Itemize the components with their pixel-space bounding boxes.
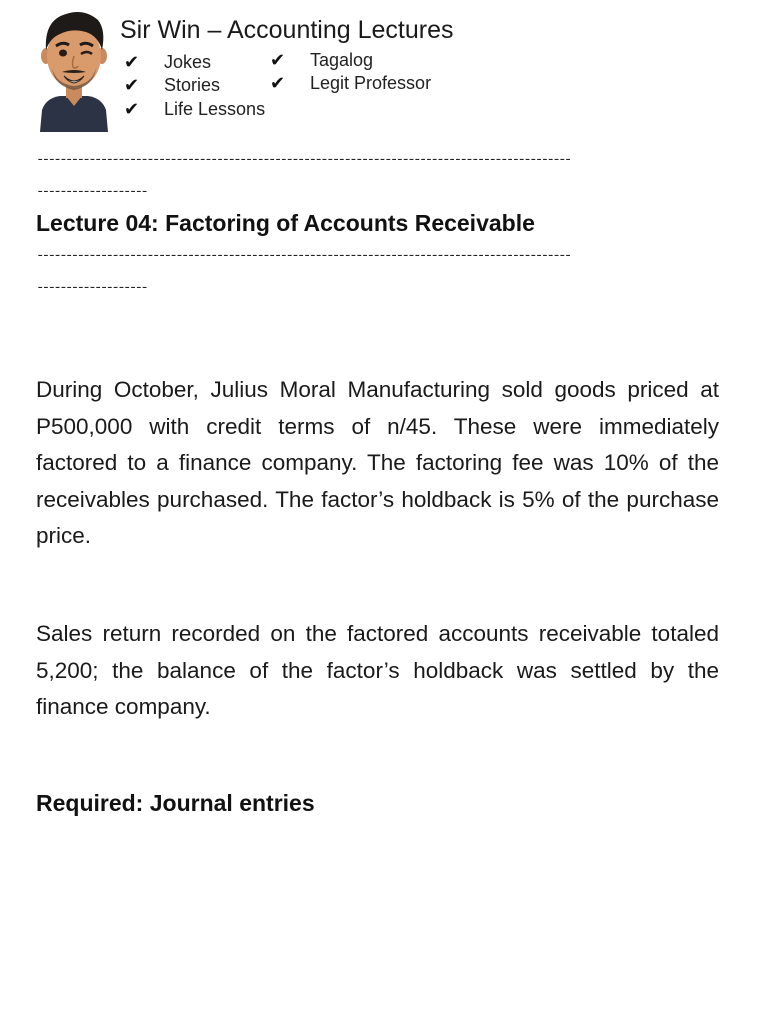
feature-item: [124, 99, 265, 120]
checkmark-icon: ✔: [124, 52, 140, 72]
separator-line: --------------------------------------------------------------------------------------------: [36, 248, 570, 264]
checkmark-icon: ✔: [270, 73, 286, 93]
separator-line: -------------------: [36, 280, 147, 296]
feature-label: Tagalog: [310, 50, 374, 70]
checkmark-icon: ✔: [270, 50, 286, 70]
separator-line: -------------------: [36, 184, 147, 200]
feature-label: Life Lessons: [164, 99, 266, 119]
feature-list: [120, 50, 500, 126]
lecture-title: Lecture 04: Factoring of Accounts Receivable: [36, 210, 535, 236]
feature-item: [270, 50, 373, 71]
header: [36, 6, 736, 136]
feature-item: [270, 73, 431, 94]
feature-label: Jokes: [164, 52, 212, 72]
problem-paragraph: Sales return recorded on the factored accounts receivable totaled 5,200; the balance of the factor’s holdback was settled by the finance company.: [36, 621, 719, 719]
feature-label: Legit Professor: [310, 73, 432, 93]
channel-title: Sir Win – Accounting Lectures: [120, 16, 454, 44]
avatar: [36, 6, 112, 132]
checkmark-icon: ✔: [124, 99, 140, 119]
separator-line: --------------------------------------------------------------------------------------------: [36, 152, 570, 168]
feature-item: [124, 52, 211, 73]
required-heading: Required: Journal entries: [36, 790, 315, 816]
problem-paragraph: During October, Julius Moral Manufacturing sold goods priced at P500,000 with credit terms of n/45. These were immediately factored to a finance company. The factoring fee was 10% of the receivables purchased. The factor’s holdback is 5% of the purchase price.: [36, 377, 719, 548]
feature-item: [124, 75, 220, 96]
checkmark-icon: ✔: [124, 75, 140, 95]
feature-label: Stories: [164, 75, 221, 95]
